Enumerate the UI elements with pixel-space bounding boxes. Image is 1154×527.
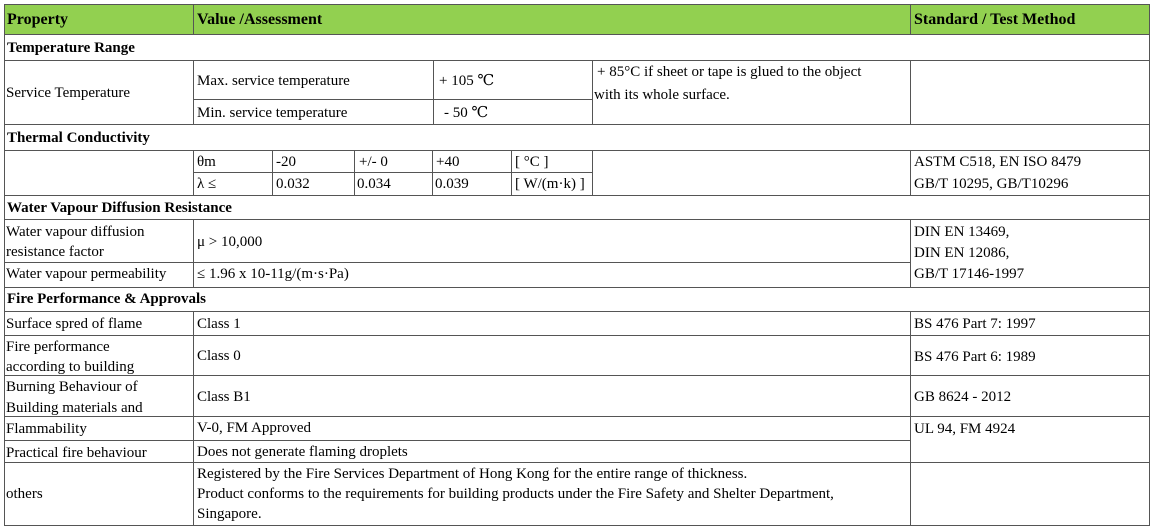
fire-perf-label-1: Fire performance [6,339,110,355]
vapour-standard-1: DIN EN 13469, [914,224,1010,240]
vapour-factor-value: μ > 10,000 [197,234,263,250]
header-property: Property [7,11,69,28]
section-thermal: Thermal Conductivity [7,130,150,146]
vapour-perm-value: ≤ 1.96 x 10-11g/(m·s·Pa) [197,266,349,282]
others-line2: Product conforms to the requirements for building products under the Fire Safety and Shelter Department, [197,486,834,502]
fire-practical-value: Does not generate flaming droplets [197,444,408,460]
thermal-standard-2: GB/T 10295, GB/T10296 [914,176,1069,192]
others-line1: Registered by the Fire Services Department of Hong Kong for the entire range of thickness. [197,466,748,482]
thermal-theta-label: θm [197,154,216,170]
others-label: others [6,486,43,502]
fire-perf-label-2: according to building [6,359,135,375]
min-temp-value: - 50 ℃ [444,105,489,121]
thermal-lambda-label: λ ≤ [197,176,217,192]
thermal-lambda-1: 0.032 [276,176,310,192]
vapour-perm-label: Water vapour permeability [6,266,167,282]
max-temp-label: Max. service temperature [197,73,350,89]
vapour-factor-label-1: Water vapour diffusion [6,224,145,240]
others-line3: Singapore. [197,506,262,522]
temp-note-line1: + 85°C if sheet or tape is glued to the object [597,64,862,80]
vapour-standard-3: GB/T 17146-1997 [914,266,1025,282]
fire-flam-standard: UL 94, FM 4924 [914,421,1016,437]
properties-table [4,4,1150,526]
fire-flam-label: Flammability [6,421,87,437]
fire-burning-value: Class B1 [197,389,251,405]
fire-practical-label: Practical fire behaviour [6,445,147,461]
max-temp-value: + 105 ℃ [439,73,495,89]
fire-surface-value: Class 1 [197,316,241,332]
thermal-lambda-2: 0.034 [357,176,391,192]
header-value: Value /Assessment [197,11,323,28]
thermal-lambda-3: 0.039 [435,176,469,192]
temp-note-line2: with its whole surface. [594,87,730,103]
thermal-theta-1: -20 [276,154,296,170]
thermal-theta-2: +/- 0 [359,154,388,170]
fire-surface-standard: BS 476 Part 7: 1997 [914,316,1036,332]
thermal-theta-unit: [ °C ] [515,154,549,170]
thermal-lambda-unit: [ W/(m·k) ] [515,176,585,192]
fire-surface-label: Surface spred of flame [6,316,143,332]
fire-burning-label-2: Building materials and [6,400,143,416]
vapour-standard-2: DIN EN 12086, [914,245,1010,261]
header-standard: Standard / Test Method [914,11,1076,28]
thermal-theta-3: +40 [436,154,460,170]
section-vapour: Water Vapour Diffusion Resistance [7,200,232,216]
thermal-standard-1: ASTM C518, EN ISO 8479 [914,154,1082,170]
fire-flam-value: V-0, FM Approved [197,420,312,436]
service-temperature-label: Service Temperature [6,85,131,101]
fire-perf-value: Class 0 [197,348,241,364]
min-temp-label: Min. service temperature [197,105,348,121]
section-fire: Fire Performance & Approvals [7,291,206,307]
section-temperature: Temperature Range [7,40,135,56]
vapour-factor-label-2: resistance factor [6,244,104,260]
fire-burning-label-1: Burning Behaviour of [6,379,138,395]
fire-perf-standard: BS 476 Part 6: 1989 [914,349,1036,365]
fire-burning-standard: GB 8624 - 2012 [914,389,1012,405]
